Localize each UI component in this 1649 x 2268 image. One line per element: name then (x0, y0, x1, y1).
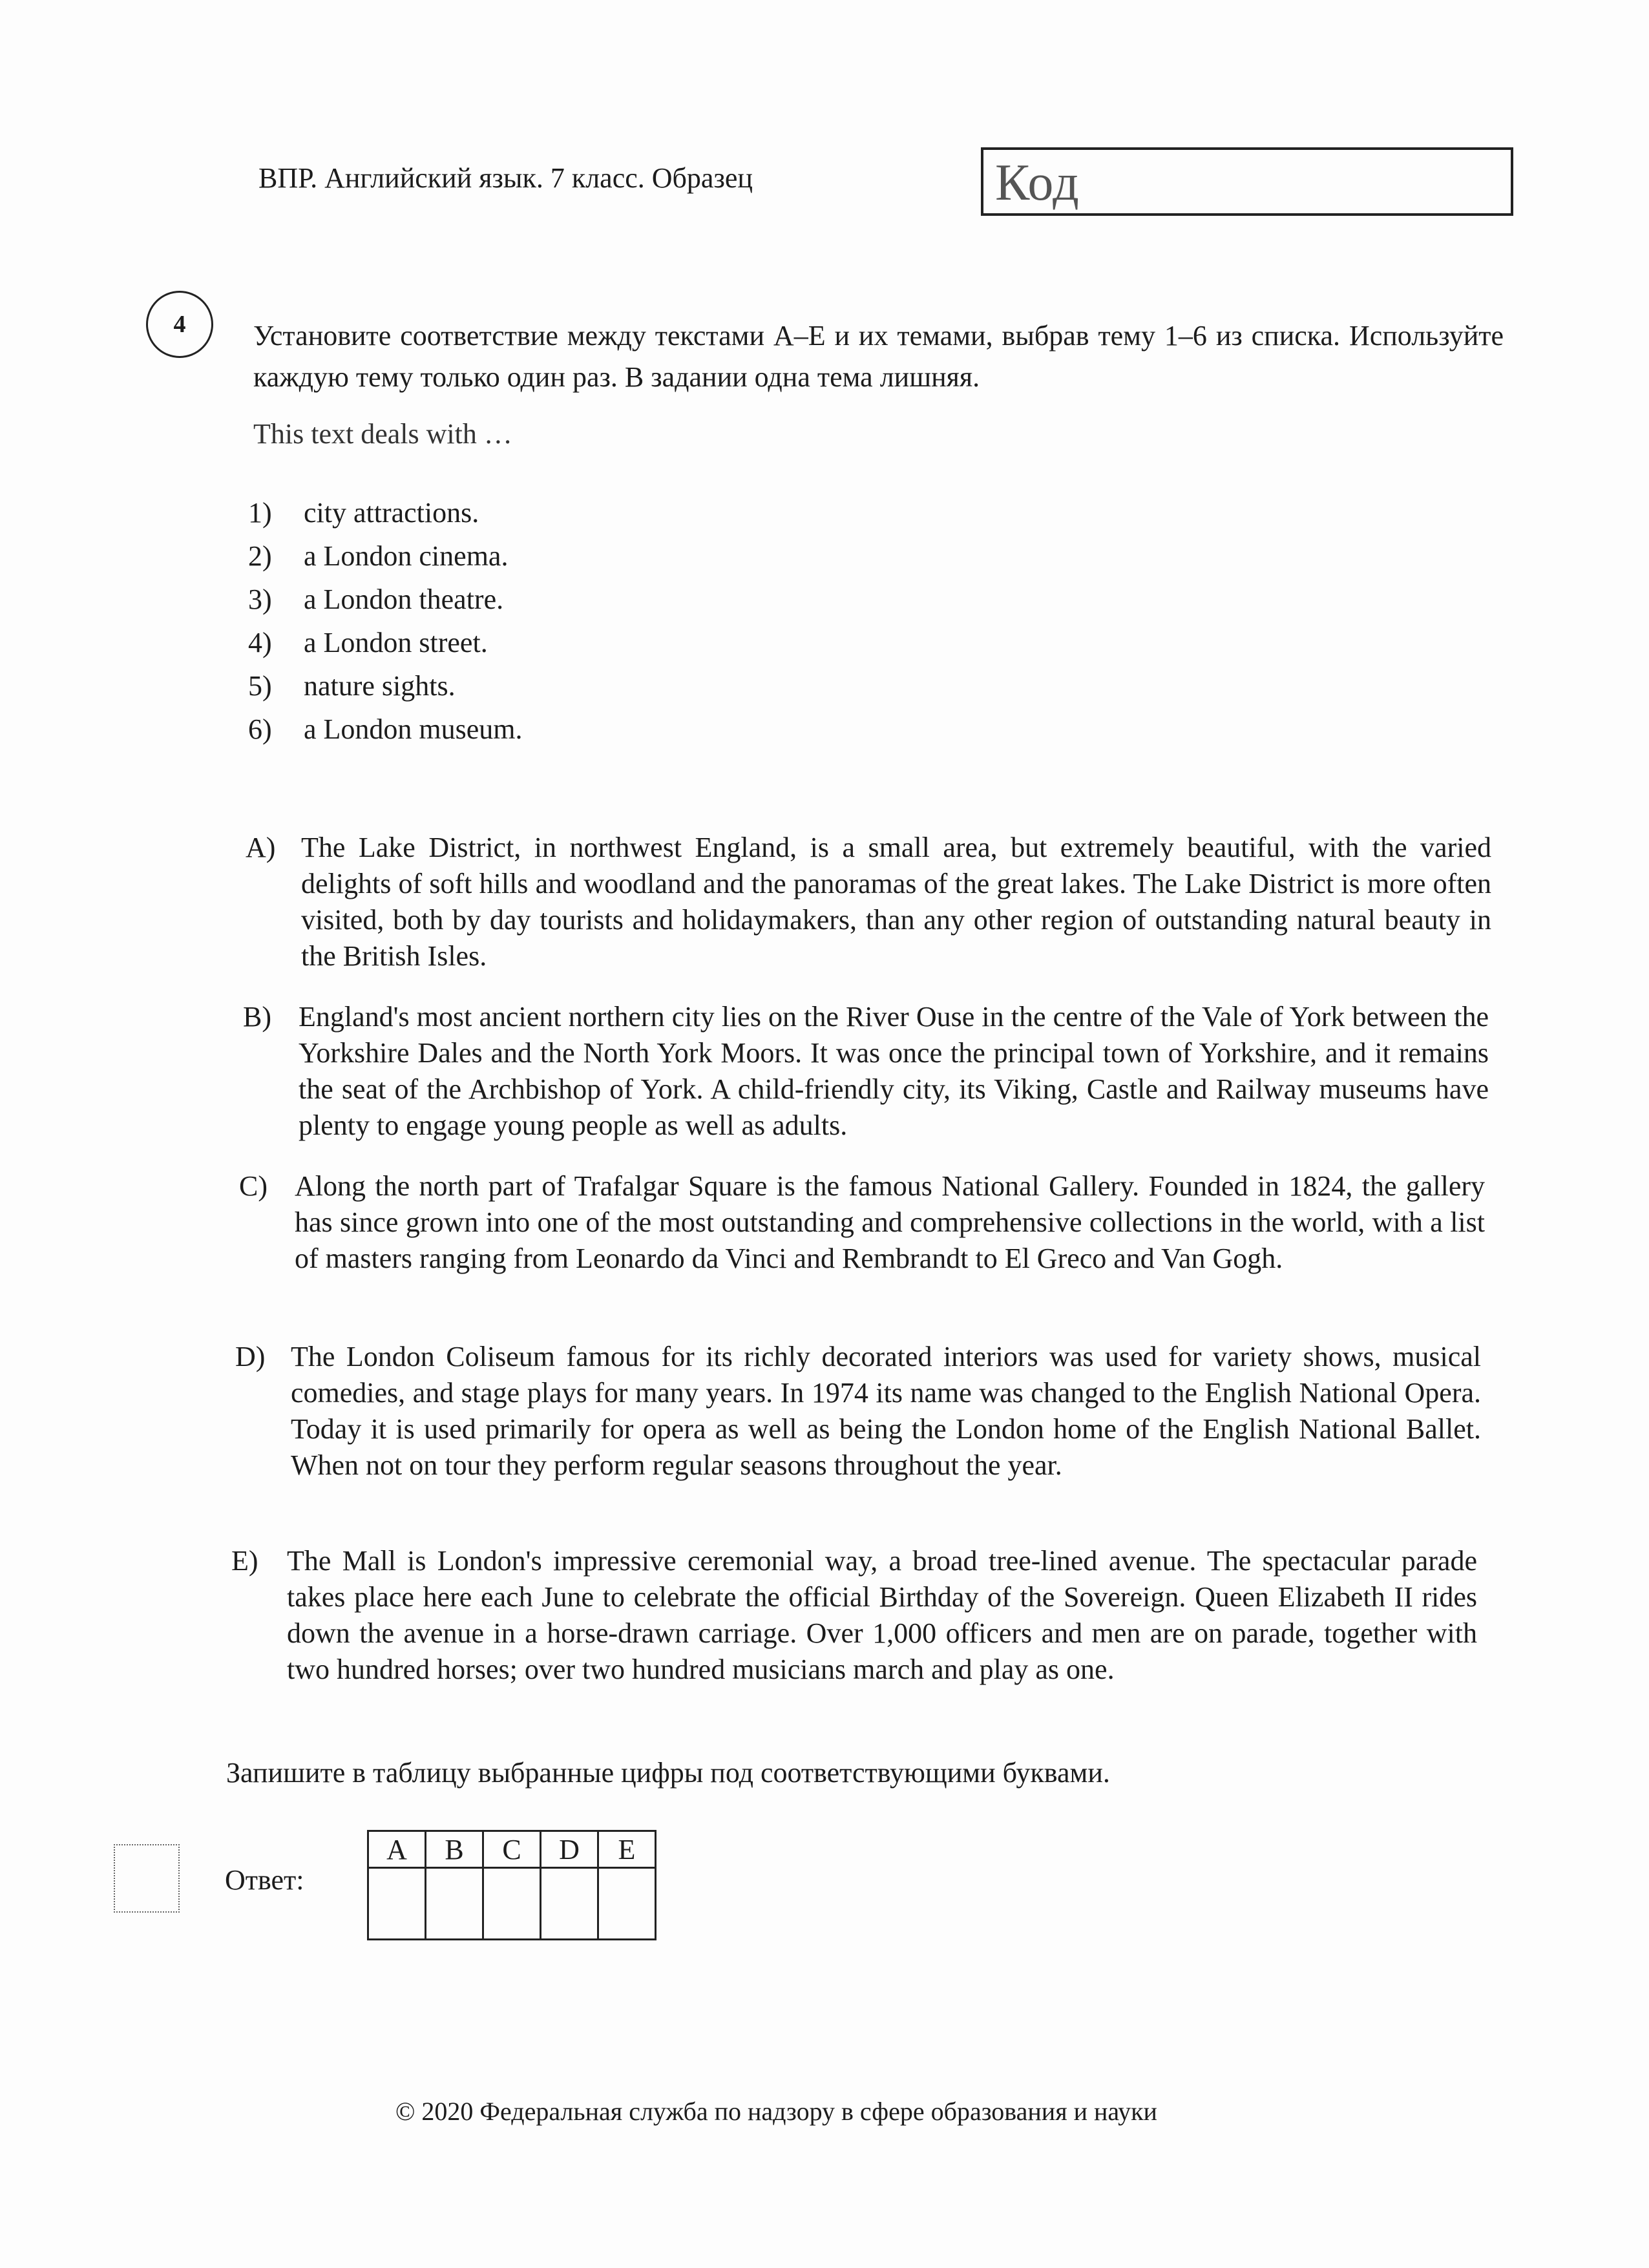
passage-label: B) (243, 1001, 271, 1033)
answer-instruction: Запишите в таблицу выбранные цифры под соответствующими буквами. (226, 1757, 1110, 1789)
passage-text: The London Coliseum famous for its richly decorated interiors was used for variety shows, musical comedies, and stage plays for many years. In 1974 its name was changed to the English National Opera. Today it is used primarily for opera as well as being the London home of the English National Ballet. When not on tour they perform regular seasons throughout the year. (291, 1341, 1481, 1481)
task-number-badge: 4 (146, 291, 213, 358)
answer-header-c: C (483, 1831, 541, 1868)
answer-table (367, 1830, 656, 1940)
topic-option: 4) a London street. (248, 627, 488, 658)
passage-label: A) (246, 832, 276, 863)
topic-options-list (248, 491, 523, 751)
passage-text: Along the north part of Trafalgar Square is the famous National Gallery. Founded in 1824, the gallery has since grown into one of the most outstanding and comprehensive collections in the world, with a list of masters ranging from Leonardo da Vinci and Rembrandt to El Greco and Van Gogh. (295, 1170, 1485, 1274)
answer-cell-c[interactable] (483, 1868, 541, 1940)
topic-option: 1) city attractions. (248, 497, 479, 529)
passage-text: The Lake District, in northwest England, is a small area, but extremely beautiful, with the varied delights of soft hills and woodland and the panoramas of the great lakes. The Lake District is more often visited, both by day tourists and holidaymakers, than any other region of outstanding natural beauty in the British Isles. (301, 832, 1491, 972)
topic-option: 3) a London theatre. (248, 583, 504, 615)
answer-cell-a[interactable] (368, 1868, 426, 1940)
passage-label: C) (239, 1170, 268, 1202)
topic-option: 6) a London museum. (248, 713, 523, 745)
passage-text: The Mall is London's impressive ceremonial way, a broad tree-lined avenue. The spectacular parade takes place here each June to celebrate the official Birthday of the Sovereign. Queen Elizabeth II rides down the avenue in a horse-drawn carriage. Over 1,000 officers and men are on parade, together with two hundred horses; over two hundred musicians march and play as one. (287, 1545, 1477, 1685)
code-field[interactable] (981, 147, 1513, 216)
footer-copyright: © 2020 Федеральная служба по надзору в сфере образования и науки (395, 2097, 1157, 2126)
score-box (114, 1844, 180, 1913)
task-lead: This text deals with … (253, 418, 512, 450)
passage-text: England's most ancient northern city lies on the River Ouse in the centre of the Vale of York between the Yorkshire Dales and the North York Moors. It was once the principal town of Yorkshire, and it remains the seat of the Archbishop of York. A child-friendly city, its Viking, Castle and Railway museums have plenty to engage young people as well as adults. (299, 1001, 1489, 1141)
answer-cell-b[interactable] (426, 1868, 483, 1940)
passage-label: E) (231, 1545, 258, 1577)
answer-header-d: D (541, 1831, 598, 1868)
answer-header-a: A (368, 1831, 426, 1868)
page-header-title: ВПР. Английский язык. 7 класс. Образец (258, 162, 753, 194)
answer-header-b: B (426, 1831, 483, 1868)
task-instruction: Установите соответствие между текстами A–E и их темами, выбрав тему 1–6 из списка. Используйте каждую тему только один раз. В задании одна тема лишняя. (253, 320, 1504, 393)
answer-cell-e[interactable] (598, 1868, 656, 1940)
answer-label: Ответ: (225, 1864, 304, 1896)
answer-cell-d[interactable] (541, 1868, 598, 1940)
answer-header-e: E (598, 1831, 656, 1868)
topic-option: 2) a London cinema. (248, 540, 509, 572)
passage-label: D) (235, 1341, 266, 1372)
topic-option: 5) nature sights. (248, 670, 456, 702)
code-label: Код (995, 154, 1080, 211)
